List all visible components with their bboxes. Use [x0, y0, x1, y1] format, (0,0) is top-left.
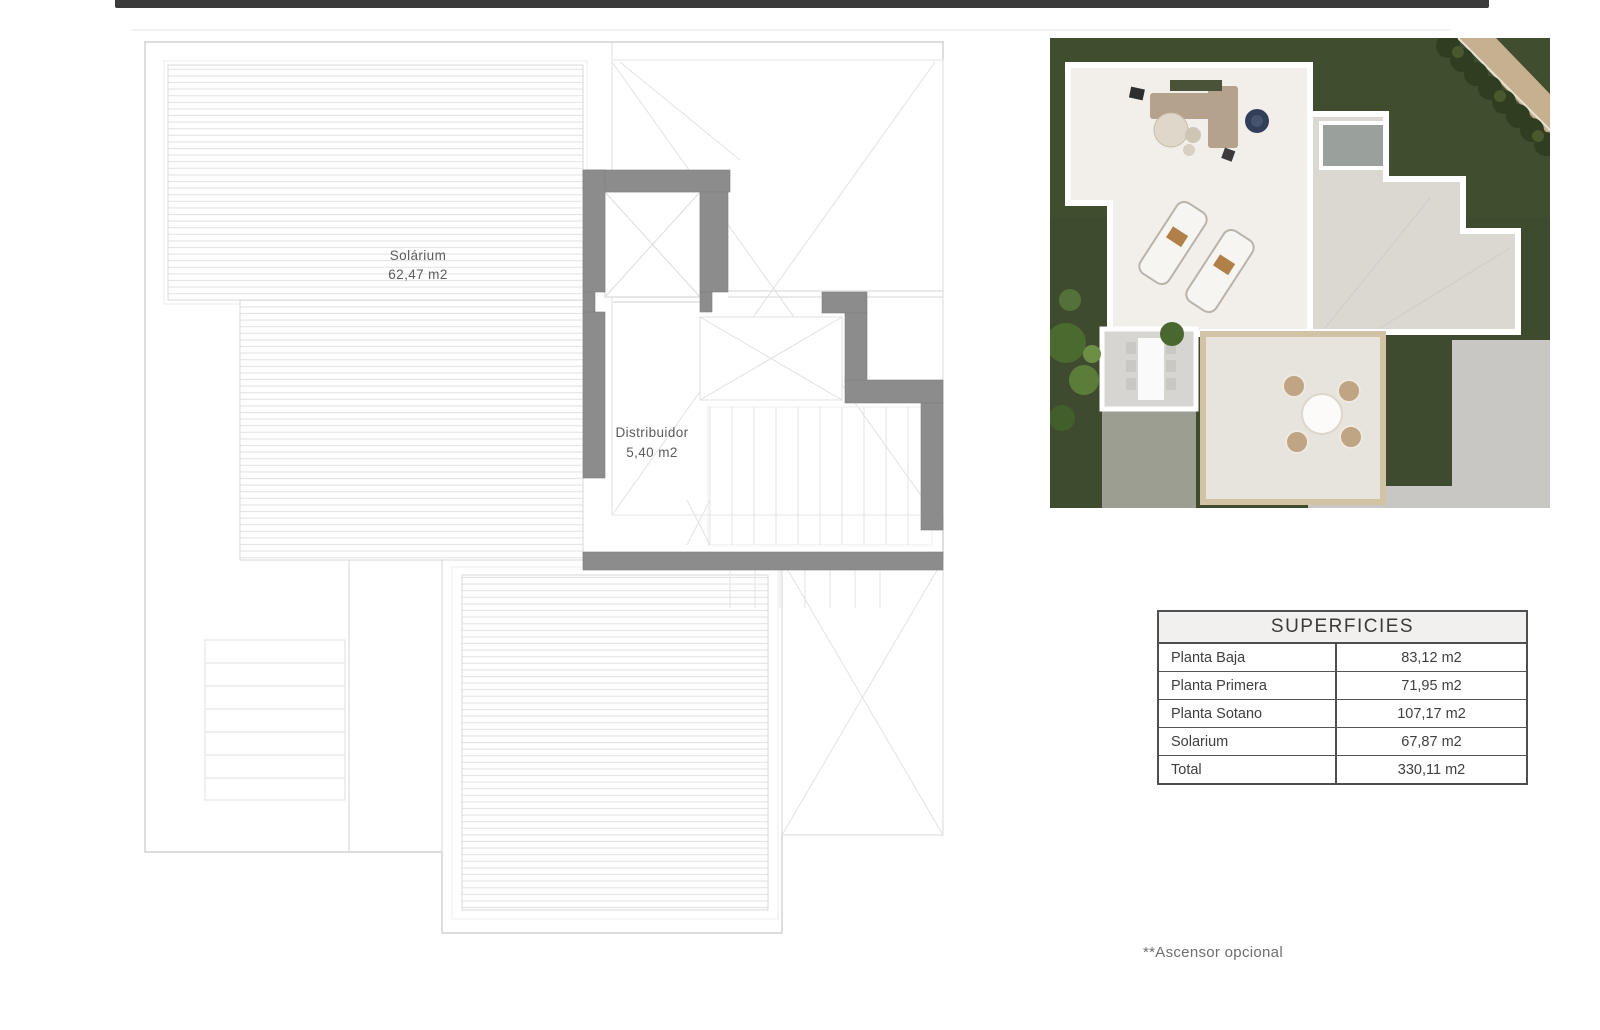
row-label: Planta Baja — [1159, 644, 1337, 671]
superficies-table-title: SUPERFICIES — [1159, 612, 1526, 644]
distribuidor-label: Distribuidor — [615, 425, 689, 440]
table-row — [1159, 699, 1526, 727]
floor-plan-svg — [140, 33, 950, 938]
table-row — [1159, 755, 1526, 783]
row-label: Planta Sotano — [1159, 700, 1337, 727]
table-row — [1159, 727, 1526, 755]
dining-table — [1138, 338, 1164, 400]
top-divider-bar — [115, 0, 1489, 8]
superficies-table — [1157, 610, 1528, 785]
row-label: Total — [1159, 756, 1337, 783]
row-label: Planta Primera — [1159, 672, 1337, 699]
row-value: 71,95 m2 — [1401, 677, 1462, 694]
table-row — [1159, 644, 1526, 671]
row-value: 67,87 m2 — [1401, 733, 1462, 750]
solarium-area-label: 62,47 m2 — [388, 267, 448, 282]
row-value: 107,17 m2 — [1397, 705, 1466, 722]
aerial-photo-svg — [1050, 38, 1550, 508]
row-label: Solarium — [1159, 728, 1337, 755]
travertine-terrace — [1203, 334, 1383, 502]
elevator-cab — [605, 192, 700, 302]
pergola — [1102, 322, 1196, 508]
aerial-render-photo — [1050, 38, 1550, 508]
row-value: 330,11 m2 — [1397, 761, 1466, 778]
skylight — [1321, 123, 1385, 168]
lower-deck-hatch-area — [452, 567, 778, 919]
plant — [1160, 322, 1184, 346]
footnote: **Ascensor opcional — [1143, 944, 1283, 961]
table-row — [1159, 671, 1526, 699]
side-stair — [205, 640, 345, 800]
solarium-label: Solárium — [389, 248, 447, 263]
row-value: 83,12 m2 — [1401, 649, 1462, 666]
roof-x-center — [700, 317, 842, 400]
floor-plan-drawing — [140, 33, 950, 938]
top-faint-line — [132, 29, 1450, 31]
distribuidor-area-label: 5,40 m2 — [626, 445, 678, 460]
